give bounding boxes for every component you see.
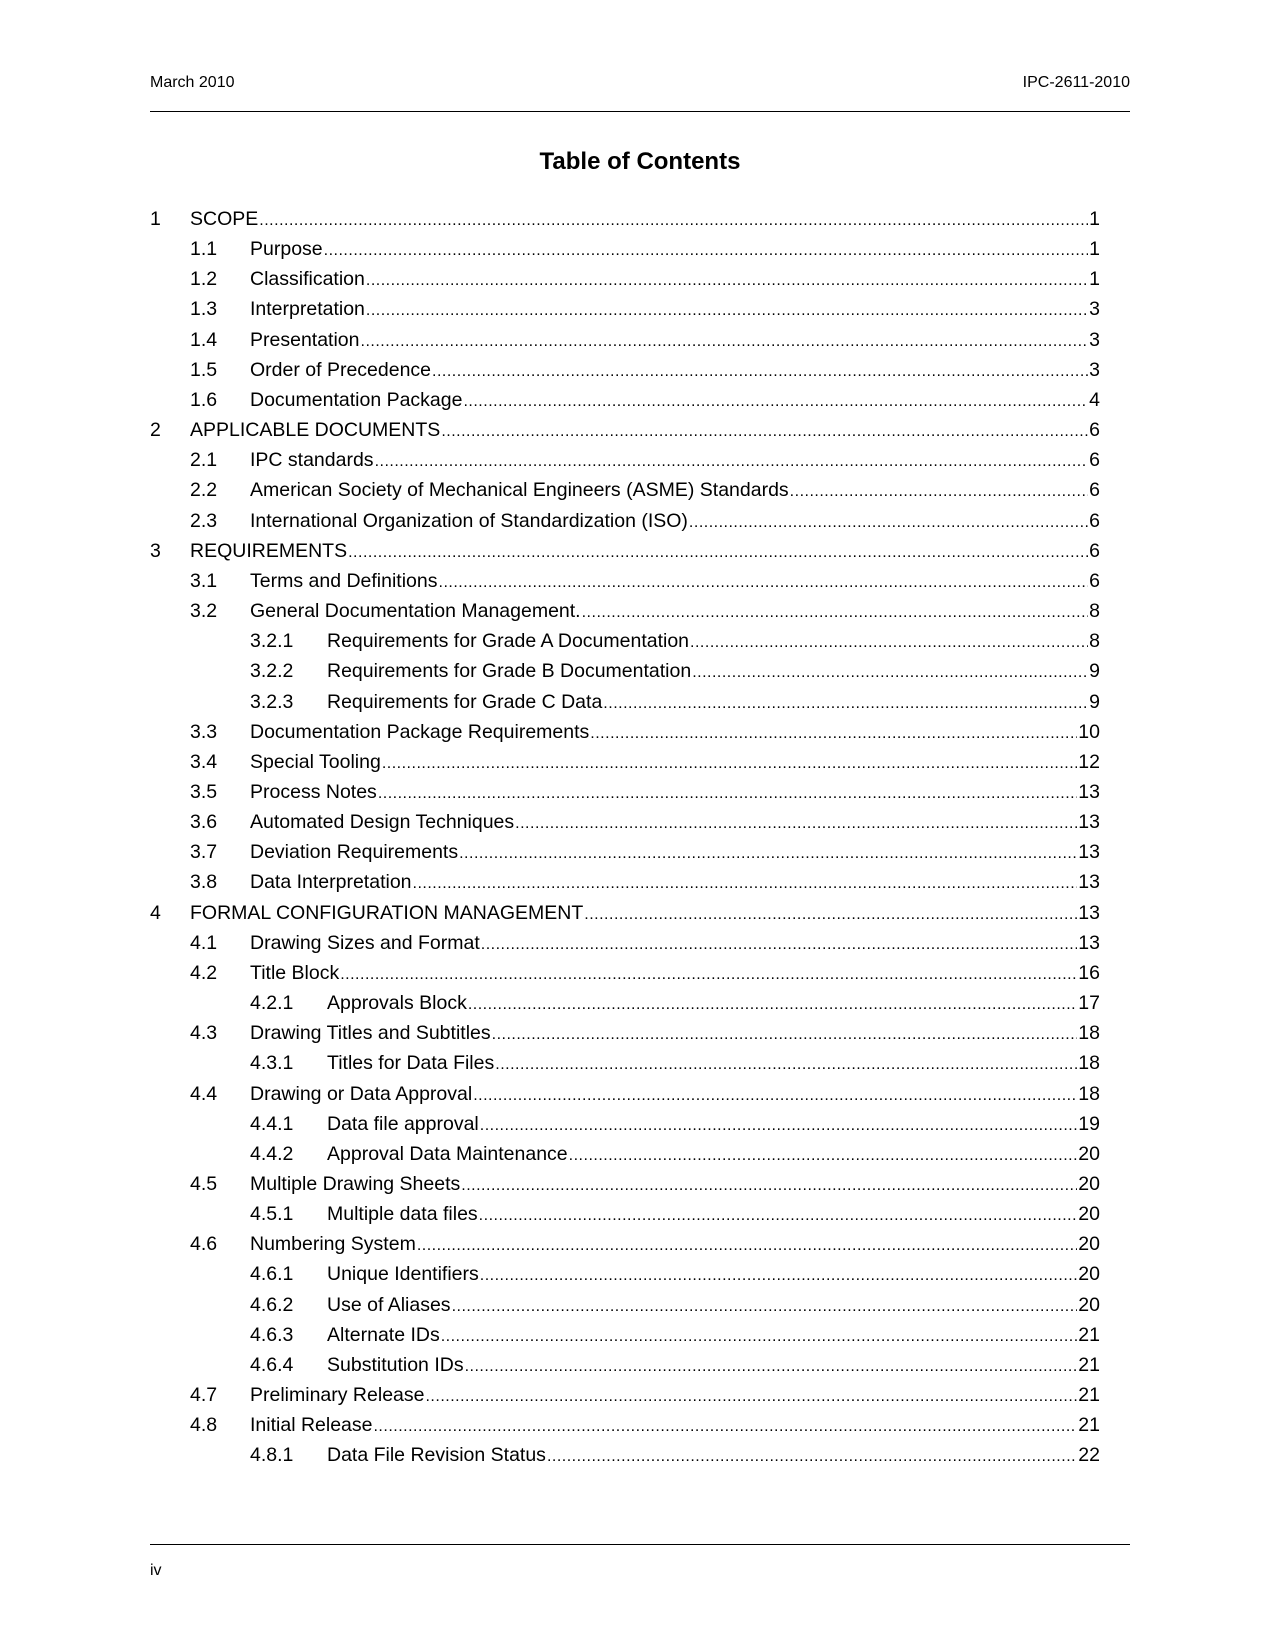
toc-section-title: Drawing Titles and Subtitles: [250, 1022, 491, 1045]
toc-section-number: 4.3.1: [250, 1052, 294, 1075]
toc-page-number: 22: [1078, 1444, 1100, 1467]
toc-entry[interactable]: [150, 415, 1100, 445]
toc-entry[interactable]: [150, 777, 1100, 807]
toc-dot-leader: [373, 1412, 1077, 1442]
toc-dot-leader: [324, 236, 1089, 266]
toc-entry[interactable]: [150, 1320, 1100, 1350]
toc-section-number: 4.7: [190, 1384, 218, 1407]
toc-section-number: 3.2.2: [250, 660, 294, 683]
toc-line: [250, 325, 1100, 357]
toc-section-number: 4.6.3: [250, 1323, 294, 1346]
toc-section-title: American Society of Mechanical Engineers (ASME) Standards: [250, 479, 789, 502]
toc-entry[interactable]: [150, 596, 1100, 626]
toc-section-title: Purpose: [250, 238, 323, 261]
toc-line: [250, 928, 1100, 960]
header-rule: [150, 111, 1130, 112]
toc-section-number: 3.7: [190, 841, 218, 864]
toc-entry[interactable]: [150, 325, 1100, 355]
toc-line: [327, 626, 1100, 658]
toc-entry[interactable]: [150, 1229, 1100, 1259]
toc-entry[interactable]: [150, 294, 1100, 324]
toc-section-title: Terms and Definitions: [250, 569, 438, 592]
toc-section-title: APPLICABLE DOCUMENTS: [190, 419, 441, 442]
toc-page-number: 9: [1089, 660, 1100, 683]
toc-section-number: 4.4.2: [250, 1142, 294, 1165]
toc-section-title: Use of Aliases: [327, 1293, 451, 1316]
header-document-id: IPC-2611-2010: [1022, 74, 1130, 91]
toc-section-number: 4.4: [190, 1082, 218, 1105]
toc-section-number: 3: [150, 539, 161, 562]
toc-section-title: Documentation Package Requirements: [250, 720, 590, 743]
toc-page-number: 6: [1089, 449, 1100, 472]
toc-page-number: 3: [1089, 328, 1100, 351]
toc-line: [250, 1380, 1100, 1412]
toc-dot-leader: [413, 869, 1078, 899]
toc-entry[interactable]: [150, 566, 1100, 596]
toc-entry[interactable]: [150, 928, 1100, 958]
toc-line: [190, 204, 1100, 236]
toc-entry[interactable]: [150, 1109, 1100, 1139]
toc-section-title: Classification: [250, 268, 365, 291]
toc-section-number: 2: [150, 419, 161, 442]
toc-section-title: Approval Data Maintenance: [327, 1142, 568, 1165]
toc-page-number: 1: [1089, 268, 1100, 291]
toc-line: [327, 1259, 1100, 1291]
toc-page-number: 16: [1078, 961, 1100, 984]
toc-line: [327, 1290, 1100, 1322]
toc-entry[interactable]: [150, 1440, 1100, 1470]
toc-section-number: 4.6: [190, 1233, 218, 1256]
toc-section-number: 4.5: [190, 1173, 218, 1195]
toc-entry[interactable]: [150, 264, 1100, 294]
toc-section-number: 1.3: [190, 298, 218, 321]
toc-entry[interactable]: [150, 1259, 1100, 1289]
toc-section-number: 1.6: [190, 388, 218, 411]
toc-section-number: 4.5.1: [250, 1203, 294, 1226]
toc-page-number: 13: [1078, 871, 1100, 894]
toc-entry[interactable]: [150, 656, 1100, 686]
toc-section-title: Initial Release: [250, 1414, 373, 1437]
toc-entry[interactable]: [150, 717, 1100, 747]
toc-line: [250, 717, 1100, 749]
toc-section-title: Interpretation: [250, 298, 365, 321]
header-date: March 2010: [150, 74, 235, 91]
toc-line: [327, 1139, 1100, 1171]
toc-dot-leader: [690, 628, 1088, 658]
toc-section-number: 4.6.1: [250, 1263, 294, 1286]
toc-entry[interactable]: [150, 506, 1100, 536]
toc-page-number: 6: [1089, 479, 1100, 502]
toc-dot-leader: [361, 327, 1089, 357]
toc-page-number: 3: [1089, 298, 1100, 321]
toc-page-number: 6: [1089, 569, 1100, 592]
toc-entry[interactable]: [150, 626, 1100, 656]
toc-section-title: Drawing Sizes and Format: [250, 931, 480, 954]
toc-section-number: 3.2.1: [250, 630, 294, 653]
toc-page-number: 13: [1078, 841, 1100, 864]
toc-page-number: 6: [1089, 419, 1100, 442]
toc-entry[interactable]: [150, 1048, 1100, 1078]
toc-section-number: 1.5: [190, 358, 218, 381]
toc-line: [327, 1350, 1100, 1382]
toc-line: [250, 355, 1100, 387]
toc-dot-leader: [348, 538, 1088, 568]
toc-dot-leader: [441, 417, 1088, 447]
toc-dot-leader: [569, 1141, 1078, 1171]
toc-page-number: 18: [1078, 1052, 1100, 1075]
toc-page-number: 21: [1078, 1323, 1100, 1346]
toc-section-title: Presentation: [250, 328, 360, 351]
toc-dot-leader: [465, 1352, 1078, 1382]
toc-section-number: 4.1: [190, 931, 218, 954]
toc-dot-leader: [689, 508, 1088, 538]
toc-dot-leader: [378, 779, 1077, 809]
toc-line: [250, 385, 1100, 417]
toc-dot-leader: [603, 689, 1088, 719]
toc-page-number: 17: [1078, 992, 1100, 1015]
toc-dot-leader: [495, 1050, 1077, 1080]
toc-section-number: 1.1: [190, 238, 218, 261]
toc-section-title: IPC standards: [250, 449, 374, 472]
toc-dot-leader: [582, 598, 1089, 628]
toc-dot-leader: [473, 1081, 1077, 1111]
toc-dot-leader: [382, 749, 1077, 779]
toc-page-number: 6: [1089, 539, 1100, 562]
toc-page-number: 20: [1078, 1263, 1100, 1286]
toc-page-number: 13: [1078, 811, 1100, 834]
toc-page-number: 20: [1078, 1173, 1100, 1195]
toc-entry[interactable]: [150, 988, 1100, 1018]
toc-section-number: 4.3: [190, 1022, 218, 1045]
toc-section-title: Special Tooling: [250, 750, 381, 773]
toc-dot-leader: [417, 1231, 1077, 1261]
toc-section-title: Requirements for Grade A Documentation: [327, 630, 690, 653]
toc-section-title: Documentation Package: [250, 388, 463, 411]
toc-dot-leader: [480, 1111, 1078, 1141]
toc-entry[interactable]: [150, 1079, 1100, 1109]
toc-dot-leader: [584, 900, 1077, 930]
toc-section-number: 4.8: [190, 1414, 218, 1437]
toc-page-number: 1: [1089, 238, 1100, 261]
toc-section-number: 3.3: [190, 720, 218, 743]
toc-section-title: Data Interpretation: [250, 871, 412, 894]
toc-section-number: 2.1: [190, 449, 218, 472]
toc-line: [250, 596, 1100, 628]
toc-section-number: 1.4: [190, 328, 218, 351]
toc-entry[interactable]: [150, 204, 1100, 234]
toc-section-title: General Documentation Management.: [250, 600, 581, 623]
toc-entry[interactable]: [150, 867, 1100, 897]
toc-line: [327, 1048, 1100, 1080]
toc-entry[interactable]: [150, 1199, 1100, 1229]
toc-dot-leader: [479, 1201, 1078, 1231]
toc-dot-leader: [441, 1322, 1078, 1352]
toc-line: [250, 1169, 1100, 1201]
toc-dot-leader: [480, 1261, 1078, 1291]
toc-line: [250, 475, 1100, 507]
toc-line: [250, 1079, 1100, 1111]
toc-line: [327, 687, 1100, 719]
toc-section-title: Data file approval: [327, 1112, 479, 1135]
toc-entry[interactable]: [150, 1169, 1100, 1199]
toc-line: [250, 264, 1100, 296]
toc-section-number: 4.2: [190, 961, 218, 984]
toc-page-number: 8: [1089, 600, 1100, 623]
toc-dot-leader: [492, 1020, 1078, 1050]
toc-section-number: 3.1: [190, 569, 218, 592]
toc-section-number: 4.4.1: [250, 1112, 294, 1135]
toc-page-number: 20: [1078, 1233, 1100, 1256]
toc-dot-leader: [590, 719, 1077, 749]
toc-entry[interactable]: [150, 385, 1100, 415]
toc-line: [327, 988, 1100, 1020]
toc-entry[interactable]: [150, 445, 1100, 475]
toc-line: [250, 958, 1100, 990]
toc-section-number: 3.2: [190, 600, 218, 623]
toc-page-number: 13: [1078, 780, 1100, 803]
toc-dot-leader: [432, 357, 1088, 387]
toc-page-number: 20: [1078, 1142, 1100, 1165]
toc-section-number: 1.2: [190, 268, 218, 291]
toc-line: [190, 415, 1100, 447]
toc-section-number: 4.2.1: [250, 992, 294, 1015]
toc-line: [250, 1229, 1100, 1261]
footer-page-number: iv: [150, 1562, 162, 1579]
toc-section-number: 3.2.3: [250, 690, 294, 713]
toc-section-title: Preliminary Release: [250, 1384, 425, 1407]
toc-dot-leader: [547, 1442, 1077, 1472]
toc-page-number: 18: [1078, 1022, 1100, 1045]
toc-line: [327, 1199, 1100, 1231]
toc-entry[interactable]: [150, 898, 1100, 928]
toc-page-number: 10: [1078, 720, 1100, 743]
toc-entry[interactable]: [150, 1290, 1100, 1320]
toc-line: [327, 1440, 1100, 1472]
toc-section-title: Alternate IDs: [327, 1323, 440, 1346]
toc-section-number: 2.2: [190, 479, 218, 502]
toc-section-number: 2.3: [190, 509, 218, 532]
toc-section-title: Approvals Block: [327, 992, 467, 1015]
toc-line: [250, 747, 1100, 779]
toc-dot-leader: [425, 1382, 1077, 1412]
toc-dot-leader: [692, 658, 1088, 688]
toc-entry[interactable]: [150, 355, 1100, 385]
toc-page-number: 6: [1089, 509, 1100, 532]
toc-line: [250, 777, 1100, 809]
toc-section-title: Requirements for Grade B Documentation: [327, 660, 692, 683]
toc-line: [250, 234, 1100, 266]
toc-dot-leader: [439, 568, 1089, 598]
toc-line: [250, 445, 1100, 477]
toc-entry[interactable]: [150, 687, 1100, 717]
toc-entry[interactable]: [150, 1350, 1100, 1380]
toc-page-number: 19: [1078, 1112, 1100, 1135]
toc-section-title: Multiple Drawing Sheets: [250, 1173, 461, 1195]
toc-page-number: 3: [1089, 358, 1100, 381]
toc-page-number: 9: [1089, 690, 1100, 713]
toc-dot-leader: [790, 477, 1088, 507]
toc-line: [250, 1018, 1100, 1050]
toc-section-title: Numbering System: [250, 1233, 416, 1256]
toc-entry[interactable]: [150, 807, 1100, 837]
toc-section-title: REQUIREMENTS: [190, 539, 348, 562]
toc-page-number: 21: [1078, 1414, 1100, 1437]
toc-line: [190, 536, 1100, 568]
toc-section-title: Drawing or Data Approval: [250, 1082, 473, 1105]
toc-dot-leader: [481, 930, 1078, 960]
toc-line: [327, 656, 1100, 688]
toc-section-number: 4.8.1: [250, 1444, 294, 1467]
toc-dot-leader: [468, 990, 1077, 1020]
toc-dot-leader: [452, 1292, 1078, 1322]
toc-entry[interactable]: [150, 747, 1100, 777]
page-header: [150, 74, 1130, 96]
toc-page-number: 13: [1078, 931, 1100, 954]
toc-line: [250, 294, 1100, 326]
toc-section-title: Automated Design Techniques: [250, 811, 515, 834]
toc-section-title: FORMAL CONFIGURATION MANAGEMENT: [190, 901, 584, 924]
toc-section-title: Multiple data files: [327, 1203, 478, 1226]
toc-dot-leader: [461, 1171, 1077, 1201]
toc-section-title: SCOPE: [190, 208, 259, 230]
toc-entry[interactable]: [150, 958, 1100, 988]
toc-dot-leader: [463, 387, 1088, 417]
toc-entry[interactable]: [150, 475, 1100, 505]
toc-line: [250, 867, 1100, 899]
toc-section-title: Requirements for Grade C Data: [327, 690, 603, 713]
toc-dot-leader: [366, 266, 1088, 296]
toc-section-number: 1: [150, 208, 161, 230]
toc-entry[interactable]: [150, 1139, 1100, 1169]
table-of-contents: [150, 204, 1100, 1471]
toc-page-number: 8: [1089, 630, 1100, 653]
toc-page-number: 20: [1078, 1293, 1100, 1316]
toc-line: [250, 566, 1100, 598]
toc-section-title: Deviation Requirements: [250, 841, 459, 864]
toc-line: [250, 807, 1100, 839]
toc-section-number: 4: [150, 901, 161, 924]
toc-page-number: 1: [1089, 208, 1100, 230]
toc-line: [250, 837, 1100, 869]
toc-section-title: International Organization of Standardization (ISO): [250, 509, 688, 532]
toc-entry[interactable]: [150, 837, 1100, 867]
toc-entry[interactable]: [150, 536, 1100, 566]
footer-rule: [150, 1544, 1130, 1545]
page-title: Table of Contents: [539, 148, 741, 175]
toc-line: [190, 898, 1100, 930]
toc-dot-leader: [459, 839, 1077, 869]
toc-page-number: 21: [1078, 1384, 1100, 1407]
toc-page-number: 4: [1089, 388, 1100, 411]
toc-entry[interactable]: [150, 1380, 1100, 1410]
toc-section-number: 3.6: [190, 811, 218, 834]
toc-section-title: Data File Revision Status: [327, 1444, 546, 1467]
toc-section-number: 3.4: [190, 750, 218, 773]
toc-dot-leader: [340, 960, 1077, 990]
toc-section-title: Titles for Data Files: [327, 1052, 495, 1075]
toc-section-number: 3.5: [190, 780, 218, 803]
toc-section-title: Title Block: [250, 961, 340, 984]
toc-dot-leader: [375, 447, 1089, 477]
toc-dot-leader: [515, 809, 1077, 839]
toc-section-title: Unique Identifiers: [327, 1263, 479, 1286]
toc-entry[interactable]: [150, 234, 1100, 264]
toc-section-title: Substitution IDs: [327, 1353, 464, 1376]
toc-section-number: 4.6.4: [250, 1353, 294, 1376]
toc-line: [327, 1109, 1100, 1141]
toc-line: [327, 1320, 1100, 1352]
toc-dot-leader: [366, 296, 1088, 326]
toc-page-number: 13: [1078, 901, 1100, 924]
toc-section-number: 4.6.2: [250, 1293, 294, 1316]
toc-page-number: 20: [1078, 1203, 1100, 1226]
toc-section-title: Order of Precedence: [250, 358, 432, 381]
toc-entry[interactable]: [150, 1410, 1100, 1440]
toc-section-number: 3.8: [190, 871, 218, 894]
toc-line: [250, 1410, 1100, 1442]
toc-section-title: Process Notes: [250, 780, 377, 803]
toc-page-number: 12: [1078, 750, 1100, 773]
toc-page-number: 18: [1078, 1082, 1100, 1105]
toc-line: [250, 506, 1100, 538]
toc-dot-leader: [259, 206, 1088, 236]
toc-entry[interactable]: [150, 1018, 1100, 1048]
toc-page-number: 21: [1078, 1353, 1100, 1376]
